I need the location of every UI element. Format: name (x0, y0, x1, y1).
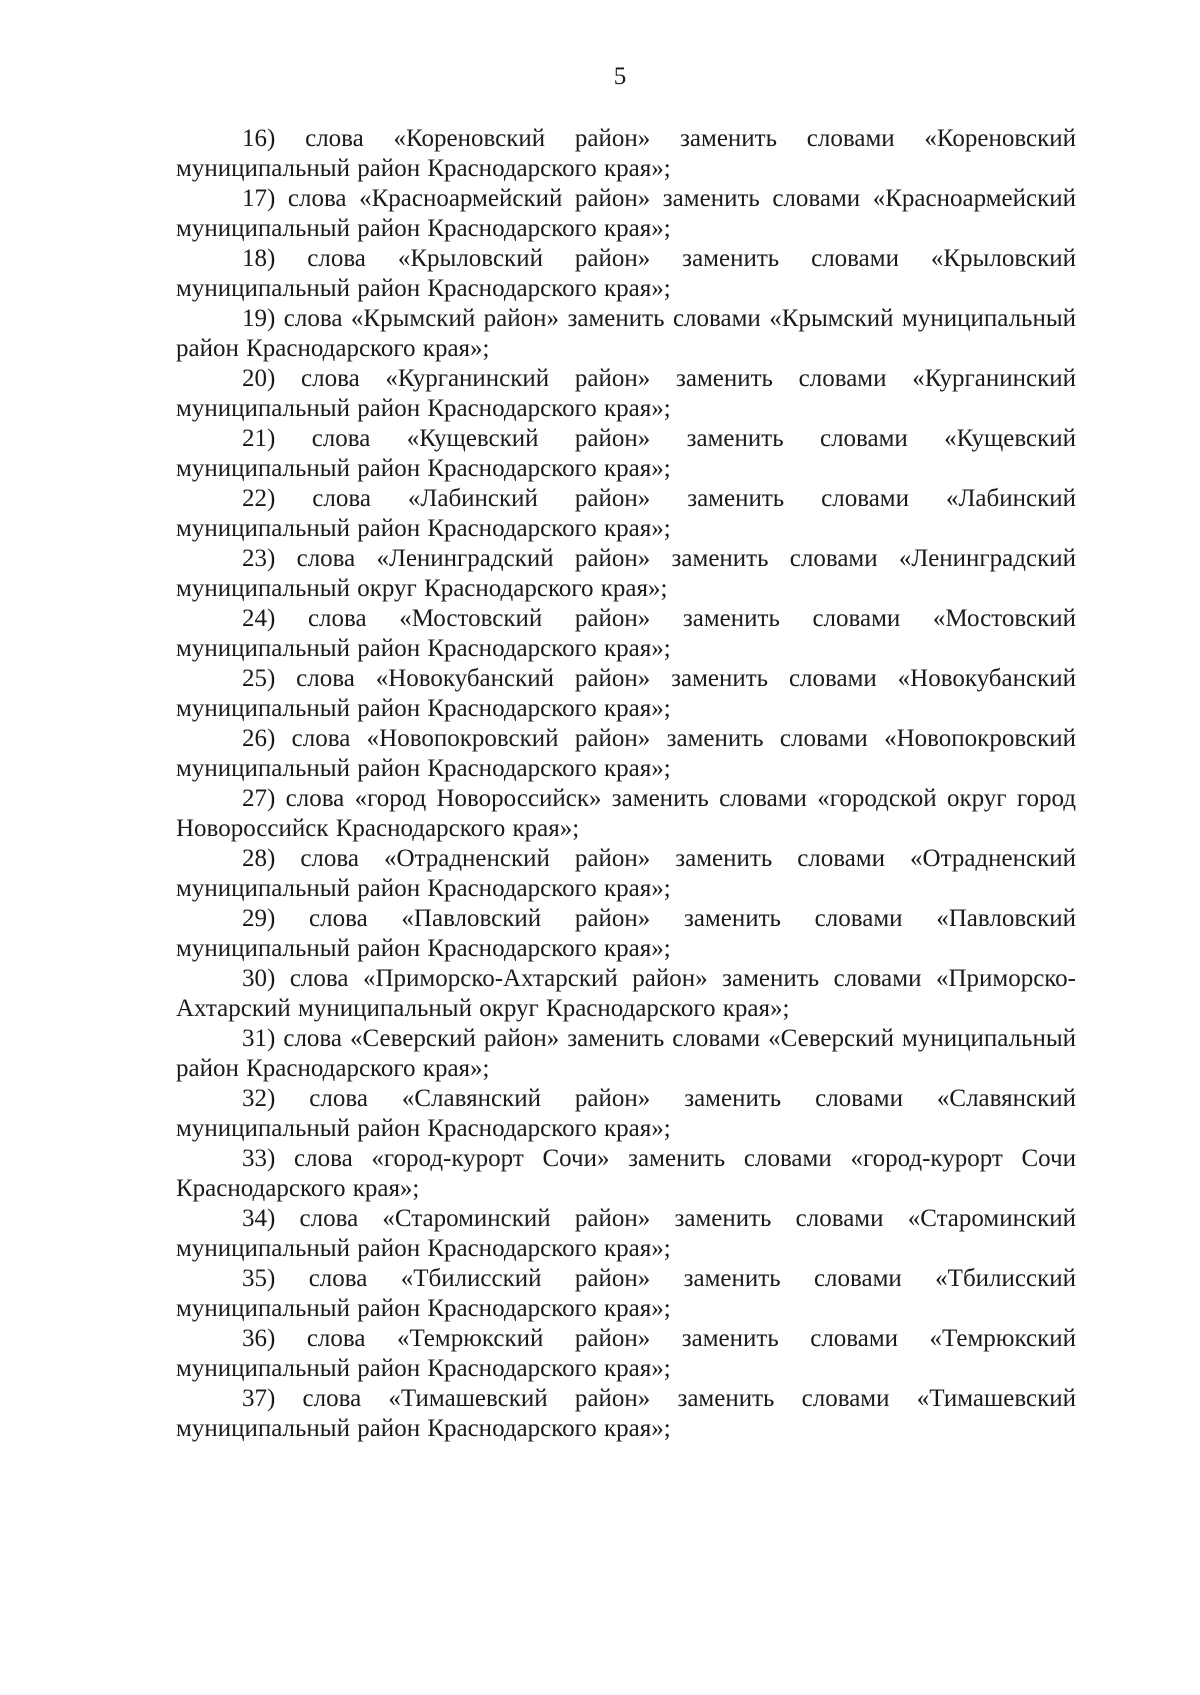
amendment-item: 32) слова «Славянский район» заменить словами «Славянский муниципальный район Краснодарского края»; (176, 1085, 1076, 1142)
amendment-item: 37) слова «Тимашевский район» заменить словами «Тимашевский муниципальный район Краснодарского края»; (176, 1385, 1076, 1442)
amendment-item: 31) слова «Северский район» заменить словами «Северский муниципальный район Краснодарского края»; (176, 1025, 1076, 1082)
amendment-item: 30) слова «Приморско-Ахтарский район» заменить словами «Приморско-Ахтарский муниципальный округ Краснодарского края»; (176, 965, 1076, 1022)
amendment-item: 23) слова «Ленинградский район» заменить словами «Ленинградский муниципальный округ Краснодарского края»; (176, 545, 1076, 602)
amendment-item: 36) слова «Темрюкский район» заменить словами «Темрюкский муниципальный район Краснодарского края»; (176, 1325, 1076, 1382)
amendment-item: 21) слова «Кущевский район» заменить словами «Кущевский муниципальный район Краснодарского края»; (176, 425, 1076, 482)
amendment-list (176, 124, 1076, 1444)
amendment-item: 19) слова «Крымский район» заменить словами «Крымский муниципальный район Краснодарского края»; (176, 305, 1076, 362)
amendment-item: 27) слова «город Новороссийск» заменить словами «городской округ город Новороссийск Краснодарского края»; (176, 785, 1076, 842)
amendment-item: 17) слова «Красноармейский район» заменить словами «Красноармейский муниципальный район Краснодарского края»; (176, 185, 1076, 242)
page-number: 5 (613, 63, 627, 90)
amendment-item: 22) слова «Лабинский район» заменить словами «Лабинский муниципальный район Краснодарского края»; (176, 485, 1076, 542)
amendment-item: 29) слова «Павловский район» заменить словами «Павловский муниципальный район Краснодарского края»; (176, 905, 1076, 962)
amendment-item: 20) слова «Курганинский район» заменить словами «Курганинский муниципальный район Краснодарского края»; (176, 365, 1076, 422)
amendment-item: 33) слова «город-курорт Сочи» заменить словами «город-курорт Сочи Краснодарского края»; (176, 1145, 1076, 1202)
amendment-item: 34) слова «Староминский район» заменить словами «Староминский муниципальный район Краснодарского края»; (176, 1205, 1076, 1262)
amendment-item: 24) слова «Мостовский район» заменить словами «Мостовский муниципальный район Краснодарского края»; (176, 605, 1076, 662)
amendment-item: 35) слова «Тбилисский район» заменить словами «Тбилисский муниципальный район Краснодарского края»; (176, 1265, 1076, 1322)
amendment-item: 16) слова «Кореновский район» заменить словами «Кореновский муниципальный район Краснодарского края»; (176, 125, 1076, 182)
amendment-item: 18) слова «Крыловский район» заменить словами «Крыловский муниципальный район Краснодарского края»; (176, 245, 1076, 302)
amendment-item: 26) слова «Новопокровский район» заменить словами «Новопокровский муниципальный район Краснодарского края»; (176, 725, 1076, 782)
amendment-item: 25) слова «Новокубанский район» заменить словами «Новокубанский муниципальный район Краснодарского края»; (176, 665, 1076, 722)
amendment-item: 28) слова «Отрадненский район» заменить словами «Отрадненский муниципальный район Краснодарского края»; (176, 845, 1076, 902)
